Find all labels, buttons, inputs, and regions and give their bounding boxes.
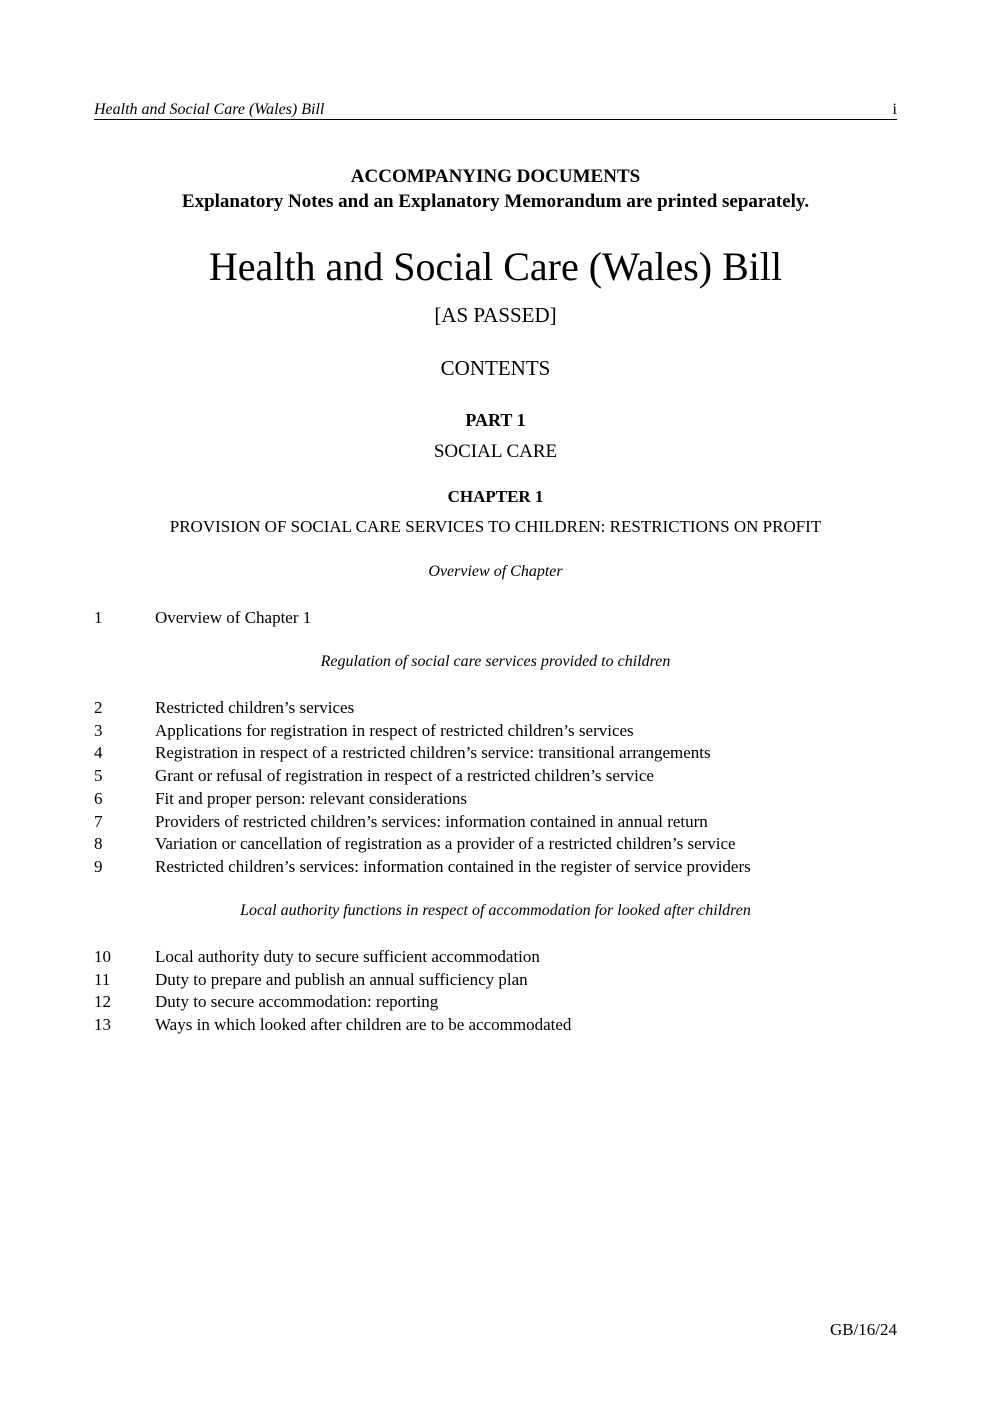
section-number: 6 <box>94 788 103 808</box>
toc-list <box>94 607 914 630</box>
bill-title: Health and Social Care (Wales) Bill <box>208 244 783 289</box>
section-title: Local authority duty to secure sufficient accommodation <box>155 947 540 966</box>
toc-entry[interactable] <box>94 765 914 788</box>
running-header <box>94 100 897 120</box>
section-title: Duty to prepare and publish an annual sufficiency plan <box>155 969 528 989</box>
document-reference: GB/16/24 <box>829 1320 897 1339</box>
contents-heading: CONTENTS <box>440 356 551 380</box>
toc-entry[interactable] <box>94 991 914 1014</box>
section-number: 2 <box>94 698 103 717</box>
toc-entry[interactable] <box>94 720 914 743</box>
section-number: 3 <box>94 720 103 740</box>
section-title: Overview of Chapter 1 <box>155 608 312 627</box>
section-title: Providers of restricted children’s services: information contained in annual return <box>155 811 708 831</box>
running-title: Health and Social Care (Wales) Bill <box>94 101 325 118</box>
page-number: i <box>892 101 897 118</box>
section-title: Restricted children’s services: information contained in the register of service providers <box>155 856 751 876</box>
toc-entry[interactable] <box>94 1014 914 1037</box>
toc-entry[interactable] <box>94 811 914 834</box>
part-name: SOCIAL CARE <box>433 441 558 462</box>
toc-entry[interactable] <box>94 697 914 720</box>
toc-entry[interactable] <box>94 833 914 856</box>
section-number: 11 <box>94 969 111 989</box>
toc-entry[interactable] <box>94 969 914 992</box>
bill-status: [AS PASSED] <box>434 303 557 327</box>
section-title: Ways in which looked after children are to be accommodated <box>155 1015 572 1035</box>
section-number: 8 <box>94 834 103 854</box>
section-number: 4 <box>94 743 103 763</box>
part-number: PART 1 <box>465 410 526 430</box>
section-number: 7 <box>94 811 103 831</box>
toc-entry[interactable] <box>94 788 914 811</box>
section-number: 12 <box>94 992 111 1012</box>
group-heading: Local authority functions in respect of accommodation for looked after children <box>240 902 751 919</box>
section-title: Applications for registration in respect of restricted children’s services <box>155 720 634 740</box>
toc-entry[interactable] <box>94 742 914 765</box>
chapter-name: PROVISION OF SOCIAL CARE SERVICES TO CHILDREN: RESTRICTIONS ON PROFIT <box>169 517 822 536</box>
section-number: 10 <box>94 947 111 966</box>
section-title: Restricted children’s services <box>155 698 355 717</box>
toc-entry[interactable] <box>94 607 914 630</box>
section-number: 1 <box>94 608 103 627</box>
section-title: Registration in respect of a restricted children’s service: transitional arrangements <box>155 743 711 763</box>
section-number: 13 <box>94 1015 111 1035</box>
accompanying-documents-title: ACCOMPANYING DOCUMENTS <box>350 166 641 187</box>
toc-entry[interactable] <box>94 856 914 879</box>
toc-list <box>94 697 914 879</box>
section-title: Variation or cancellation of registration as a provider of a restricted children’s service <box>155 834 736 854</box>
group-heading: Overview of Chapter <box>428 563 563 580</box>
toc-entry[interactable] <box>94 946 914 969</box>
accompanying-documents-note: Explanatory Notes and an Explanatory Memorandum are printed separately. <box>181 191 810 212</box>
toc-list <box>94 946 914 1037</box>
section-number: 9 <box>94 856 103 876</box>
section-number: 5 <box>94 766 103 786</box>
section-title: Fit and proper person: relevant considerations <box>155 788 468 808</box>
section-title: Grant or refusal of registration in respect of a restricted children’s service <box>155 766 654 786</box>
group-heading: Regulation of social care services provided to children <box>320 653 671 670</box>
chapter-number: CHAPTER 1 <box>447 487 544 506</box>
section-title: Duty to secure accommodation: reporting <box>155 992 439 1012</box>
